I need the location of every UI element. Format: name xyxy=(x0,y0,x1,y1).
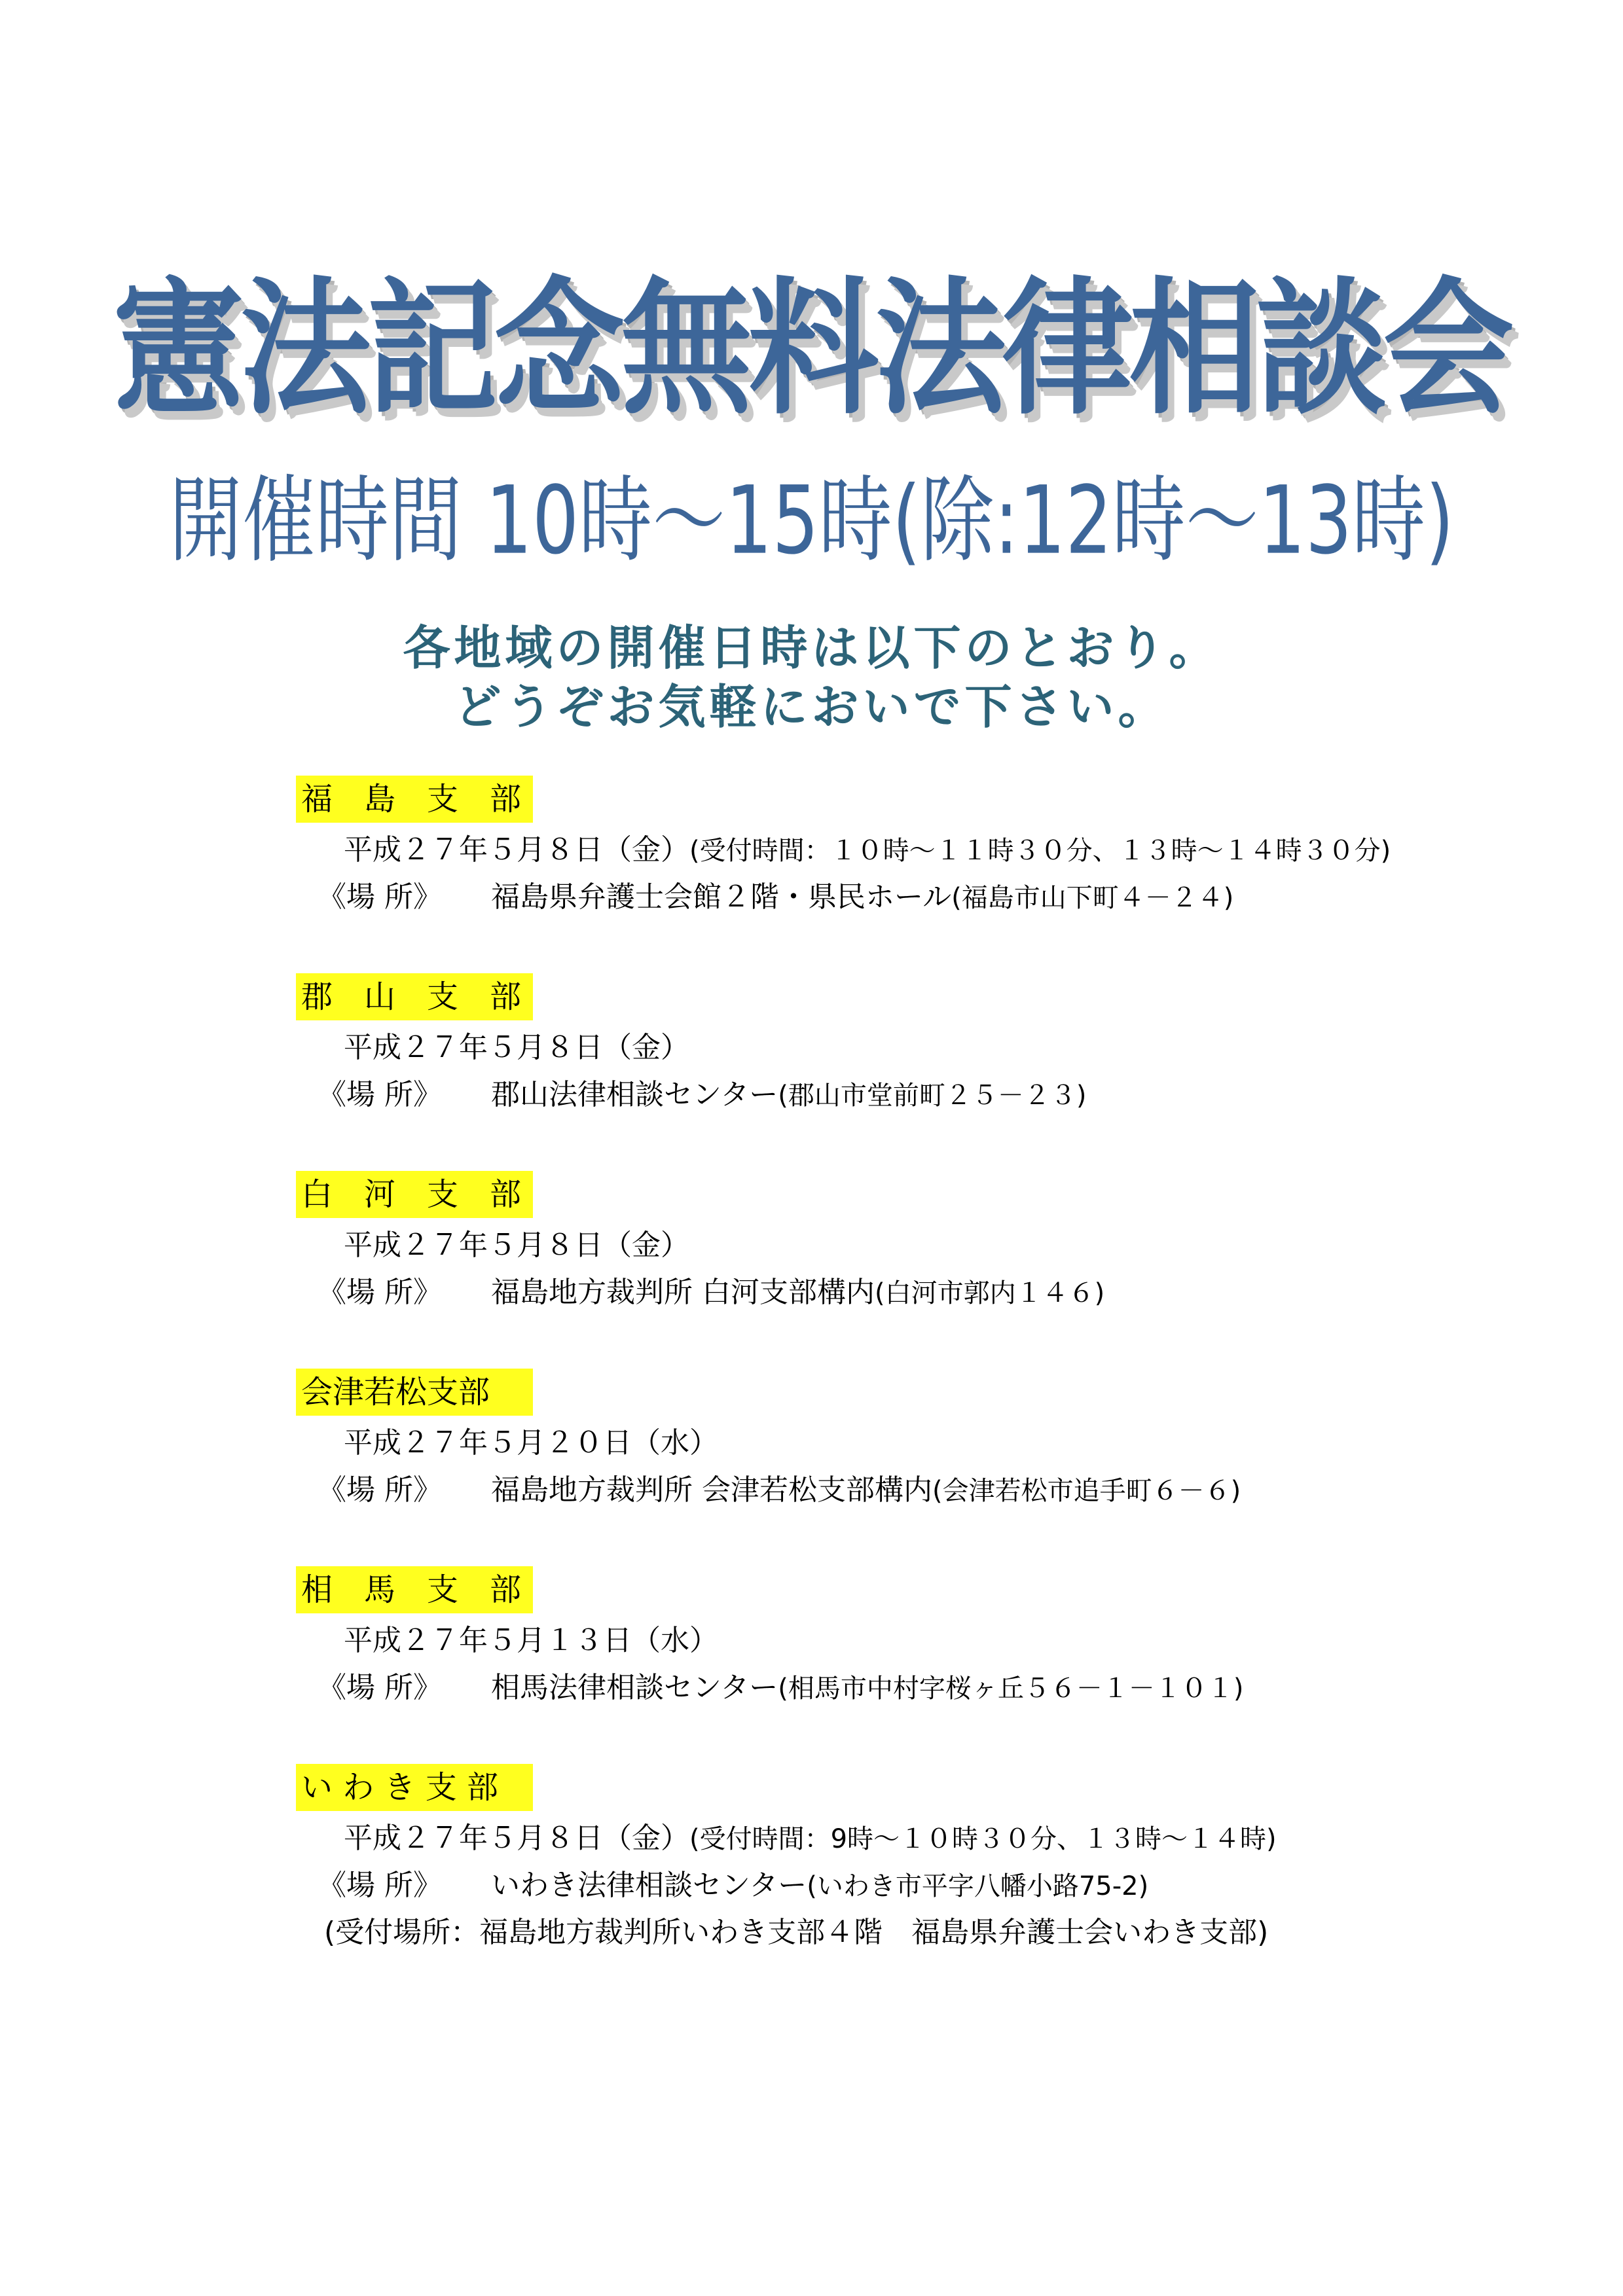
branch-place xyxy=(318,1469,1241,1512)
branch-iwaki xyxy=(0,1764,1623,1962)
place-label: 《場 所》 xyxy=(318,1276,442,1309)
place-address: (郡山市堂前町２５－２３) xyxy=(778,1081,1087,1111)
place-address: (会津若松市追手町６－６) xyxy=(932,1476,1241,1506)
branch-koriyama xyxy=(0,973,1623,1171)
place-address: (福島市山下町４－２４) xyxy=(951,883,1234,913)
date-text: 平成２７年５月１３日（水） xyxy=(344,1624,718,1657)
date-text: 平成２７年５月８日（金） xyxy=(344,1821,689,1855)
place-name: 福島県弁護士会館２階・県民ホール xyxy=(491,880,952,914)
branch-date xyxy=(344,1620,718,1662)
place-address: (白河市郭内１４６) xyxy=(875,1278,1105,1308)
place-address: (いわき市平字八幡小路75-2) xyxy=(807,1871,1149,1901)
branch-name: 福 島 支 部 xyxy=(296,776,533,823)
branch-place xyxy=(318,876,1233,919)
date-text: 平成２７年５月２０日（水） xyxy=(344,1426,718,1460)
branch-place xyxy=(318,1667,1243,1710)
reception-hours: (受付時間：9時～１０時３０分、１３時～１４時) xyxy=(689,1824,1277,1854)
place-label: 《場 所》 xyxy=(318,1473,442,1507)
branch-date xyxy=(344,1818,1277,1860)
place-label: 《場 所》 xyxy=(318,1078,442,1111)
branch-soma xyxy=(0,1566,1623,1764)
branch-date xyxy=(344,829,1391,872)
branch-shirakawa xyxy=(0,1171,1623,1369)
branch-date xyxy=(344,1225,689,1266)
place-label: 《場 所》 xyxy=(318,1671,442,1704)
place-name: いわき法律相談センター xyxy=(491,1869,807,1902)
intro-line-1: 各地域の開催日時は以下のとおり。 xyxy=(403,620,1220,675)
place-name: 相馬法律相談センター xyxy=(491,1671,778,1704)
reception-place-note: (受付場所：福島地方裁判所いわき支部４階 福島県弁護士会いわき支部) xyxy=(324,1916,1269,1949)
branch-list xyxy=(0,776,1623,1962)
branch-name: 白 河 支 部 xyxy=(296,1171,533,1218)
place-name: 郡山法律相談センター xyxy=(491,1078,778,1111)
branch-aizuwakamatsu xyxy=(0,1369,1623,1566)
branch-place xyxy=(318,1865,1148,1907)
page-title: 憲法記念無料法律相談会 xyxy=(113,264,1510,435)
branch-fukushima xyxy=(0,776,1623,973)
branch-name: 相 馬 支 部 xyxy=(296,1566,533,1613)
branch-date xyxy=(344,1027,689,1069)
branch-name: い わ き 支 部 xyxy=(296,1764,533,1811)
date-text: 平成２７年５月８日（金） xyxy=(344,1031,689,1064)
intro-line-2: どうぞお気軽においで下さい。 xyxy=(454,679,1169,734)
opening-hours: 開催時間 10時～15時(除:12時～13時) xyxy=(169,466,1454,576)
date-text: 平成２７年５月８日（金） xyxy=(344,1229,689,1262)
place-label: 《場 所》 xyxy=(318,880,442,914)
branch-place xyxy=(318,1272,1104,1314)
branch-date xyxy=(344,1422,718,1464)
place-label: 《場 所》 xyxy=(318,1869,442,1902)
intro-text xyxy=(0,619,1623,736)
place-name: 福島地方裁判所 白河支部構内 xyxy=(491,1276,875,1309)
branch-place xyxy=(318,1074,1086,1117)
place-address: (相馬市中村字桜ヶ丘５６－１－１０１) xyxy=(778,1674,1244,1704)
branch-name: 郡 山 支 部 xyxy=(296,973,533,1020)
reception-hours: (受付時間：１０時～１１時３０分、１３時～１４時３０分) xyxy=(689,836,1391,866)
date-text: 平成２７年５月８日（金） xyxy=(344,833,689,867)
place-name: 福島地方裁判所 会津若松支部構内 xyxy=(491,1473,932,1507)
branch-name: 会津若松支部 xyxy=(296,1369,533,1416)
